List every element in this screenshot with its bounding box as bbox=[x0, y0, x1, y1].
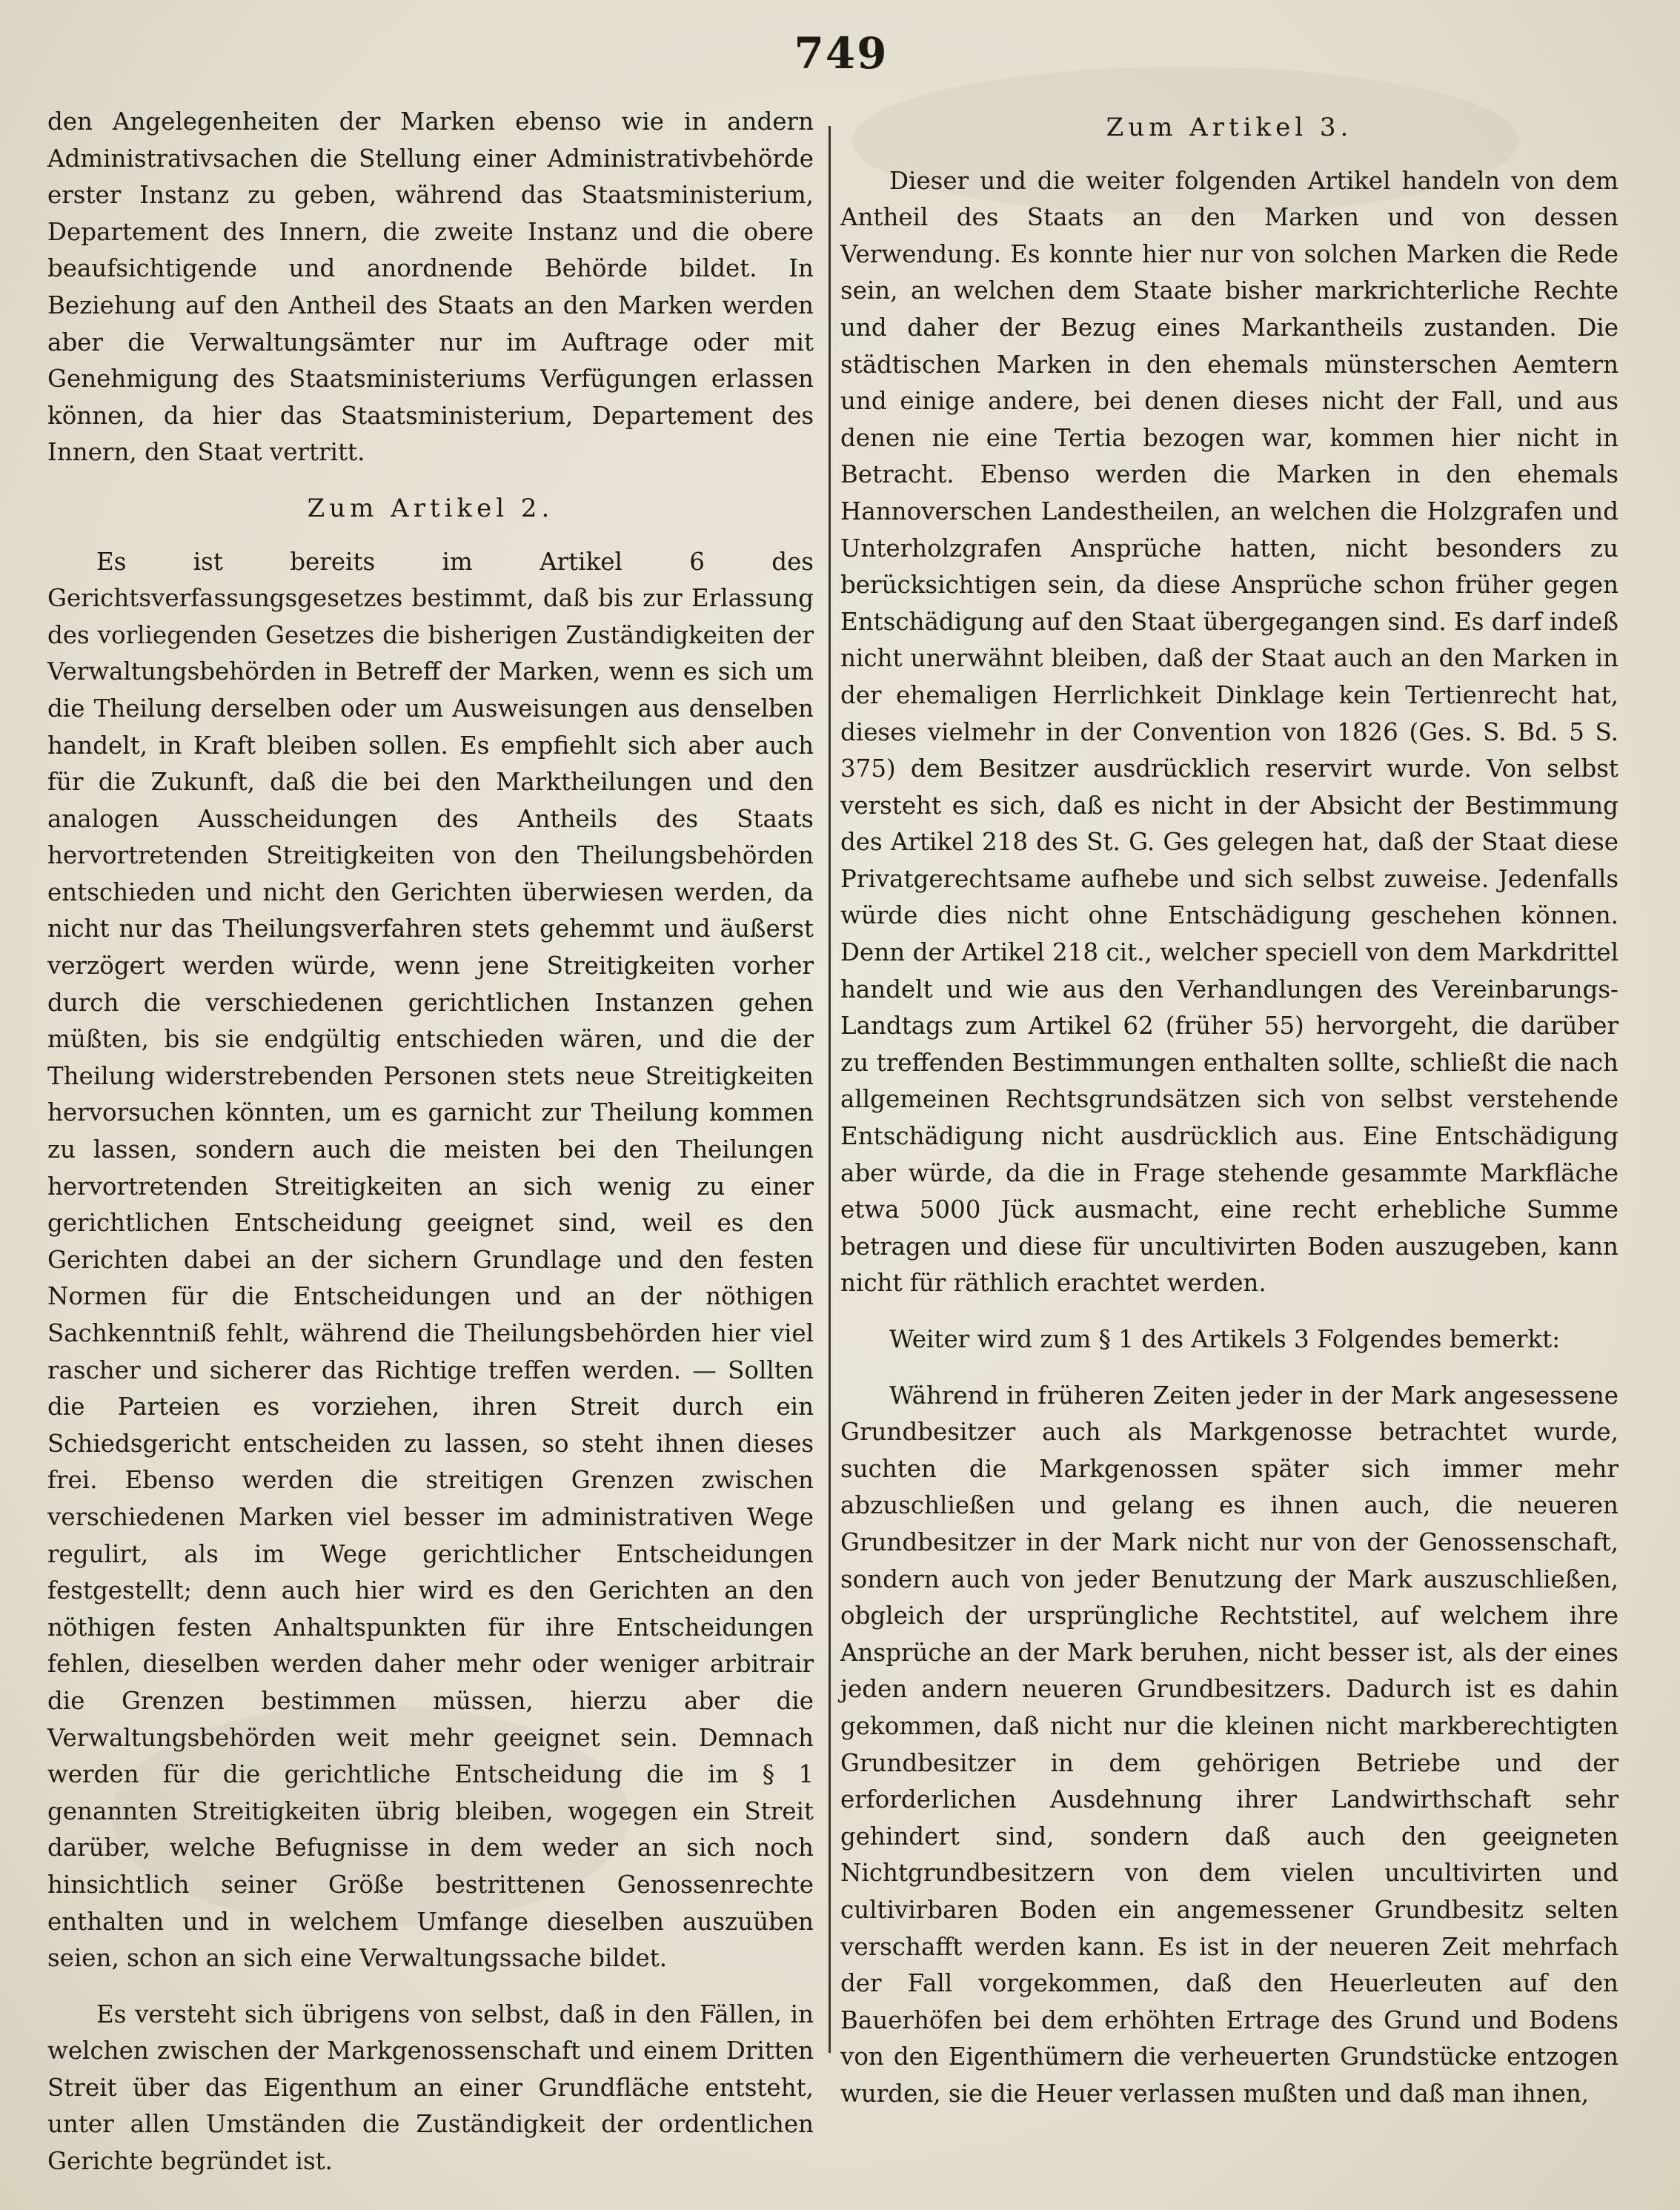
right-paragraph-3: Während in früheren Zeiten jeder in der Mark angesessene Grundbesitzer auch als Markgenosse betrachtet wurde, suchten die Markgenossen später sich immer mehr abzuschließen und gelang es ihnen auch, die neueren Grundbesitzer in der Mark nicht nur von der Genossenschaft, sondern auch von jeder Benutzung der Mark auszuschließen, obgleich der ursprüngliche Rechtstitel, auf welchem ihre Ansprüche an der Mark beruhen, nicht besser ist, als der eines jeden andern neueren Grundbesitzers. Dadurch ist es dahin gekommen, daß nicht nur die kleinen nicht markberechtigten Grundbesitzer in dem gehörigen Betriebe und der erforderlichen Ausdehnung ihrer Landwirthschaft sehr gehindert sind, sondern daß auch den geeigneten Nichtgrundbesitzern von dem vielen uncultivirten und cultivirbaren Boden ein angemessener Grundbesitz selten verschafft werden kann. Es ist in der neueren Zeit mehrfach der Fall vorgekommen, daß den Heuerleuten auf den Bauerhöfen bei dem erhöhten Ertrage des Grund und Bodens von den Eigenthümern die verheuerten Grundstücke entzogen wurden, sie die Heuer verlassen mußten und daß man ihnen, bbox=[840, 1381, 1618, 2108]
heading-artikel-2: Zum Artikel 2. bbox=[307, 493, 554, 523]
column-divider bbox=[829, 126, 831, 2053]
left-paragraph-1: den Angelegenheiten der Marken ebenso wie in andern Administrativsachen die Stellung einer Administrativbehörde erster Instanz zu geben, während das Staatsministerium, Departement des Innern, die zweite Instanz und die obere beaufsichtigende und anordnende Behörde bildet. In Beziehung auf den Antheil des Staats an den Marken werden aber die Verwaltungsämter nur im Auftrage oder mit Genehmigung des Staatsministeriums Verfügungen erlassen können, da hier das Staatsministerium, Departement des Innern, den Staat vertritt. bbox=[47, 107, 814, 467]
left-paragraph-2: Es ist bereits im Artikel 6 des Gerichtsverfassungsgesetzes bestimmt, daß bis zur Erlassung des vorliegenden Gesetzes die bisherigen Zuständigkeiten der Verwaltungsbehörden in Betreff der Marken, wenn es sich um die Theilung derselben oder um Ausweisungen aus denselben handelt, in Kraft bleiben sollen. Es empfiehlt sich aber auch für die Zukunft, daß die bei den Marktheilungen und den analogen Ausscheidungen des Antheils des Staats hervortretenden Streitigkeiten von den Theilungsbehörden entschieden und nicht den Gerichten überwiesen werden, da nicht nur das Theilungsverfahren stets gehemmt und äußerst verzögert werden würde, wenn jene Streitigkeiten vorher durch die verschiedenen gerichtlichen Instanzen gehen müßten, bis sie endgültig entschieden wären, und die der Theilung widerstrebenden Personen stets neue Streitigkeiten hervorsuchen könnten, um es garnicht zur Theilung kommen zu lassen, sondern auch die meisten bei den Theilungen hervortretenden Streitigkeiten an sich wenig zu einer gerichtlichen Entscheidung geeignet sind, weil es den Gerichten dabei an der sichern Grundlage und den festen Normen für die Entscheidungen und an der nöthigen Sachkenntniß fehlt, während die Theilungsbehörden hier viel rascher und sicherer das Richtige treffen werden. — Sollten die Parteien es vorziehen, ihren Streit durch ein Schiedsgericht entscheiden zu lassen, so steht ihnen dieses frei. Ebenso werden die streitigen Grenzen zwischen verschiedenen Marken viel besser im administrativen Wege regulirt, als im Wege gerichtlicher Entscheidungen festgestellt; denn auch hier wird es den Gerichten an den nöthigen festen Anhaltspunkten für ihre Entscheidungen fehlen, dieselben werden daher mehr oder weniger arbitrair die Grenzen bestimmen müssen, hierzu aber die Verwaltungsbehörden weit mehr geeignet sein. Demnach werden für die gerichtliche Entscheidung die im § 1 genannten Streitigkeiten übrig bleiben, wogegen ein Streit darüber, welche Befugnisse in dem weder an sich noch hinsichtlich seiner Größe bestrittenen Genossenrechte enthalten und in welchem Umfange dieselben auszuüben seien, schon an sich eine Verwaltungssache bildet. bbox=[47, 547, 814, 1973]
right-paragraph-2: Weiter wird zum § 1 des Artikels 3 Folgendes bemerkt: bbox=[889, 1325, 1561, 1353]
left-column bbox=[47, 104, 814, 2180]
right-paragraph-1: Dieser und die weiter folgenden Artikel handeln von dem Antheil des Staats an den Marken und von dessen Verwendung. Es konnte hier nur von solchen Marken die Rede sein, an welchen dem Staate bisher markrichterliche Rechte und daher der Bezug eines Markantheils zustanden. Die städtischen Marken in den ehemals münsterschen Aemtern und einige andere, bei denen dieses nicht der Fall, und aus denen nie eine Tertia bezogen war, kommen hier nicht in Betracht. Ebenso werden die Marken in den ehemals Hannoverschen Landestheilen, an welchen die Holzgrafen und Unterholzgrafen Ansprüche hatten, nicht besonders zu berücksichtigen sein, da diese Ansprüche schon früher gegen Entschädigung auf den Staat übergegangen sind. Es darf indeß nicht unerwähnt bleiben, daß der Staat auch an den Marken in der ehemaligen Herrlichkeit Dinklage kein Tertienrecht hat, dieses vielmehr in der Convention von 1826 (Ges. S. Bd. 5 S. 375) dem Besitzer ausdrücklich reservirt wurde. Von selbst versteht es sich, daß es nicht in der Absicht der Bestimmung des Artikel 218 des St. G. Ges gelegen hat, daß der Staat diese Privatgerechtsame aufhebe und sich selbst zuweise. Jedenfalls würde dies nicht ohne Entschädigung geschehen können. Denn der Artikel 218 cit., welcher speciell von dem Markdrittel handelt und wie aus den Verhandlungen des Vereinbarungs-Landtags zum Artikel 62 (früher 55) hervorgeht, die darüber zu treffenden Bestimmungen enthalten sollte, schließt die nach allgemeinen Rechtsgrundsätzen sich von selbst verstehende Entschädigung nicht ausdrücklich aus. Eine Entschädigung aber würde, da die in Frage stehende gesammte Markfläche etwa 5000 Jück ausmacht, eine recht erhebliche Summe betragen und diese für uncultivirten Boden auszugeben, kann nicht für räthlich erachtet werden. bbox=[840, 166, 1618, 1298]
heading-artikel-3: Zum Artikel 3. bbox=[1106, 113, 1353, 142]
right-column bbox=[840, 110, 1618, 2112]
left-paragraph-3: Es versteht sich übrigens von selbst, daß in den Fällen, in welchen zwischen der Markgenossenschaft und einem Dritten Streit über das Eigenthum an einer Grundfläche entsteht, unter allen Umständen die Zuständigkeit der ordentlichen Gerichte begründet ist. bbox=[47, 2000, 814, 2176]
page-number: 749 bbox=[794, 28, 889, 79]
